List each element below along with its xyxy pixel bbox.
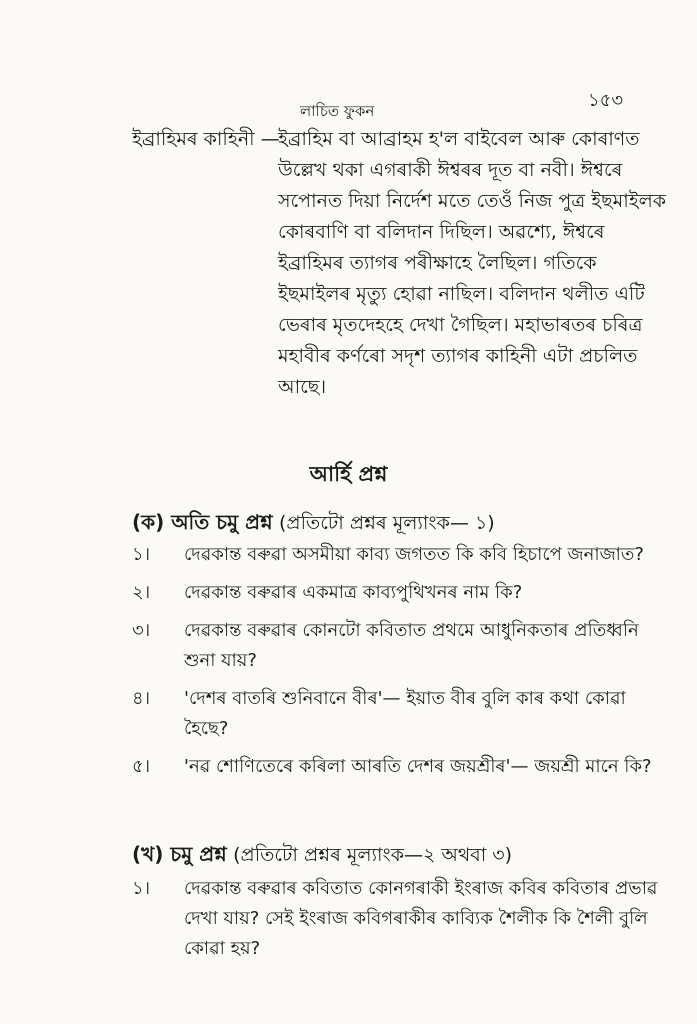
group-b-note: (প্ৰতিটো প্ৰশ্নৰ মূল্যাংক—২ অথবা ৩) bbox=[233, 844, 513, 866]
question-text: 'দেশৰ বাতৰি শুনিবানে বীৰ'— ইয়াত বীৰ বুলি কাৰ কথা কোৱা হৈছে? bbox=[184, 688, 626, 739]
running-head: লাচিত ফুকন bbox=[300, 102, 375, 120]
page-number: ১৫৩ bbox=[588, 90, 624, 111]
group-a-label: (ক) অতি চমু প্ৰশ্ন bbox=[132, 510, 273, 534]
group-a-questions bbox=[132, 540, 672, 790]
section-title: আৰ্হি প্ৰশ্ন bbox=[309, 462, 388, 486]
group-a-note: (প্ৰতিটো প্ৰশ্নৰ মূল্যাংক— ১) bbox=[279, 512, 495, 534]
question-text: দেৱকান্ত বৰুৱাৰ একমাত্ৰ কাব্যপুথিখনৰ নাম কি? bbox=[184, 582, 523, 603]
question-b-1 bbox=[132, 874, 672, 964]
question-a-4 bbox=[132, 684, 672, 744]
glossary-text: ইব্ৰাহিম বা আব্ৰাহম হ'ল বাইবেল আৰু কোৰাণত উল্লেখ থকা এগৰাকী ঈশ্বৰৰ দূত বা নবী। ঈশ্বৰে সপোনত দিয়া নিৰ্দেশ মতে তেওঁ নিজ পুত্ৰ ইছমাইলক কোৰবাণি বা বলিদান দিছিল। অৱশ্যে, ঈশ্বৰে ইব্ৰাহিমৰ ত্যাগৰ পৰীক্ষাহে লৈছিল। গতিকে ইছমাইলৰ মৃত্যু হোৱা নাছিল। বলিদান থলীত এটি ভেৰাৰ মৃতদেহহে দেখা গৈছিল। মহাভাৰতৰ চৰিত্ৰ মহাবীৰ কৰ্ণৰো সদৃশ ত্যাগৰ কাহিনী এটা প্ৰচলিত আছে। bbox=[278, 128, 667, 398]
group-a-heading bbox=[132, 508, 495, 541]
question-number: ৪। bbox=[132, 688, 151, 709]
glossary-term: ইব্ৰাহিমৰ কাহিনী — bbox=[132, 128, 280, 150]
group-b-heading bbox=[132, 840, 512, 873]
question-number: ১। bbox=[132, 878, 151, 899]
group-b-questions bbox=[132, 874, 672, 972]
glossary-entry bbox=[132, 124, 672, 403]
group-b-label: (খ) চমু প্ৰশ্ন bbox=[132, 842, 227, 866]
question-text: দেৱকান্ত বৰুৱাৰ কবিতাত কোনগৰাকী ইংৰাজ কবিৰ কবিতাৰ প্ৰভাৱ দেখা যায়? সেই ইংৰাজ কবিগৰাকীৰ কাব্যিক শৈলীক কি শৈলী বুলি কোৱা হয়? bbox=[184, 878, 658, 959]
question-text: 'নৱ শোণিতেৰে কৰিলা আৰতি দেশৰ জয়শ্ৰীৰ'— জয়শ্ৰী মানে কি? bbox=[184, 756, 652, 777]
question-a-1 bbox=[132, 540, 672, 570]
question-a-2 bbox=[132, 578, 672, 608]
question-number: ৩। bbox=[132, 620, 151, 641]
question-number: ১। bbox=[132, 544, 151, 565]
question-text: দেৱকান্ত বৰুৱা অসমীয়া কাব্য জগতত কি কবি হিচাপে জনাজাত? bbox=[184, 544, 644, 565]
question-a-3 bbox=[132, 616, 672, 676]
question-a-5 bbox=[132, 752, 672, 782]
question-number: ২। bbox=[132, 582, 151, 603]
question-number: ৫। bbox=[132, 756, 151, 777]
question-text: দেৱকান্ত বৰুৱাৰ কোনটো কবিতাত প্ৰথমে আধুনিকতাৰ প্ৰতিধ্বনি শুনা যায়? bbox=[184, 620, 639, 671]
